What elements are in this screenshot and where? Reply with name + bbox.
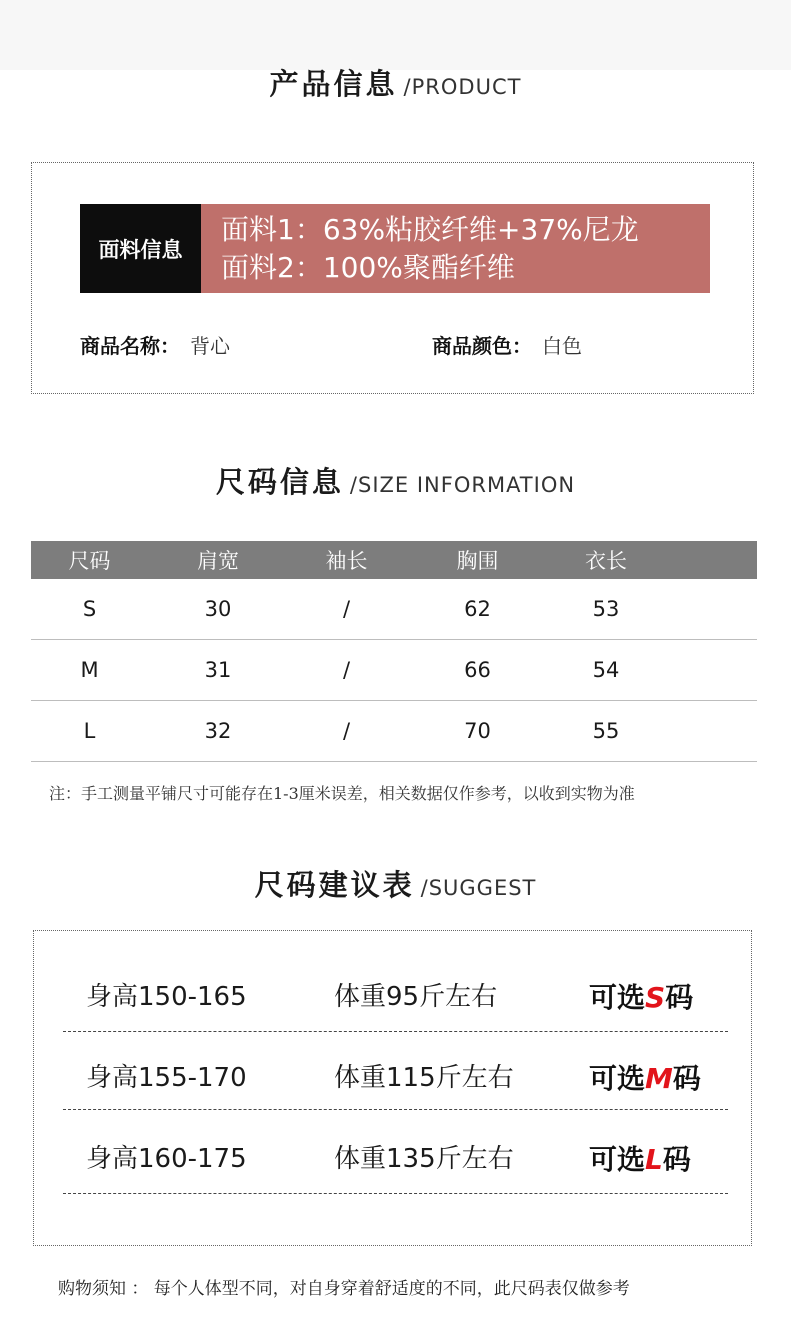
- pick-size: L: [645, 1143, 663, 1176]
- product-color-label: 商品颜色：: [432, 334, 532, 358]
- cell-size: M: [31, 640, 148, 701]
- shopping-notice: 购物须知 ： 每个人体型不同，对自身穿着舒适度的不同，此尺码表仅做参考: [58, 1279, 630, 1299]
- cell-sleeve: /: [288, 579, 405, 640]
- cell-sleeve: /: [288, 701, 405, 762]
- suggest-height: 身高150-165: [86, 982, 247, 1012]
- product-title-en: /PRODUCT: [403, 75, 522, 99]
- fabric-line-2: 面料2：100%聚酯纤维: [221, 251, 515, 284]
- dashed-divider: [63, 1031, 728, 1032]
- pick-size: S: [645, 981, 666, 1014]
- cell-chest: 70: [405, 701, 550, 762]
- cell-size: L: [31, 701, 148, 762]
- pick-prefix: 可选: [589, 1062, 646, 1095]
- header-length: 衣长: [550, 541, 662, 579]
- header-sleeve: 袖长: [288, 541, 405, 579]
- measurement-note: 注：手工测量平铺尺寸可能存在1-3厘米误差，相关数据仅作参考，以收到实物为准: [49, 784, 635, 803]
- table-row: [31, 640, 757, 701]
- cell-chest: 62: [405, 579, 550, 640]
- size-table: [31, 541, 757, 762]
- product-name-label: 商品名称：: [80, 334, 180, 358]
- header-spacer: [662, 541, 757, 579]
- suggest-pick: [589, 1138, 691, 1178]
- product-color-value: 白色: [542, 334, 582, 358]
- suggest-row: [0, 1138, 791, 1178]
- cell-length: 53: [550, 579, 662, 640]
- header-chest: 胸围: [405, 541, 550, 579]
- cell-spacer: [662, 640, 757, 701]
- cell-shoulder: 30: [148, 579, 288, 640]
- suggest-row: [0, 1057, 791, 1097]
- product-title-cn: 产品信息: [269, 67, 398, 101]
- product-color: [432, 330, 582, 359]
- cell-spacer: [662, 579, 757, 640]
- suggest-weight: 体重135斤左右: [334, 1144, 514, 1174]
- size-title-cn: 尺码信息: [215, 465, 344, 499]
- suggest-weight: 体重95斤左右: [334, 982, 498, 1012]
- table-row: [31, 579, 757, 640]
- suggest-height: 身高160-175: [86, 1144, 247, 1174]
- suggest-weight: 体重115斤左右: [334, 1063, 514, 1093]
- cell-sleeve: /: [288, 640, 405, 701]
- cell-shoulder: 31: [148, 640, 288, 701]
- pick-prefix: 可选: [589, 1143, 646, 1176]
- product-name: [80, 330, 230, 359]
- cell-length: 54: [550, 640, 662, 701]
- suggest-pick: [589, 1057, 701, 1097]
- top-band: [0, 0, 791, 70]
- suggest-section-title: [0, 863, 791, 904]
- product-section-title: [0, 62, 791, 103]
- cell-spacer: [662, 701, 757, 762]
- size-table-header: [31, 541, 757, 579]
- suggest-title-cn: 尺码建议表: [254, 868, 415, 902]
- header-size: 尺码: [31, 541, 148, 579]
- size-section-title: [0, 460, 791, 501]
- fabric-details: [201, 204, 710, 293]
- fabric-line-1: 面料1：63%粘胶纤维+37%尼龙: [221, 213, 639, 246]
- product-name-value: 背心: [190, 334, 230, 358]
- suggest-title-en: /SUGGEST: [420, 876, 537, 900]
- pick-suffix: 码: [662, 1143, 691, 1176]
- fabric-label: 面料信息: [80, 204, 201, 293]
- pick-suffix: 码: [665, 981, 694, 1014]
- pick-suffix: 码: [672, 1062, 701, 1095]
- dashed-divider: [63, 1193, 728, 1194]
- suggest-row: [0, 976, 791, 1016]
- suggest-height: 身高155-170: [86, 1063, 247, 1093]
- dashed-divider: [63, 1109, 728, 1110]
- cell-shoulder: 32: [148, 701, 288, 762]
- pick-size: M: [645, 1062, 673, 1095]
- table-row: [31, 701, 757, 762]
- cell-length: 55: [550, 701, 662, 762]
- header-shoulder: 肩宽: [148, 541, 288, 579]
- pick-prefix: 可选: [589, 981, 646, 1014]
- cell-chest: 66: [405, 640, 550, 701]
- cell-size: S: [31, 579, 148, 640]
- suggest-pick: [589, 976, 693, 1016]
- size-title-en: /SIZE INFORMATION: [349, 473, 576, 497]
